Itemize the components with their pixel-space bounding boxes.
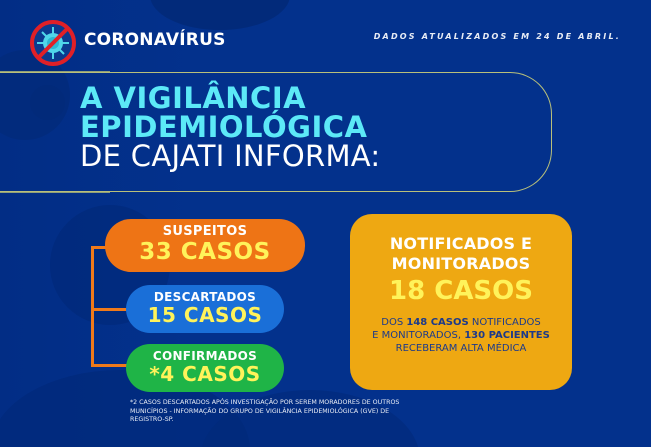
discarded-cases-card: [126, 285, 284, 333]
monitored-value: 18 CASOS: [389, 276, 533, 306]
title-line-1: A VIGILÂNCIA: [80, 81, 307, 115]
discarded-label: DESCARTADOS: [153, 290, 257, 304]
virus-silhouette: [150, 0, 290, 30]
title-line-3: DE CAJATI INFORMA:: [80, 139, 381, 173]
footnote: *2 CASOS DESCARTADOS APÓS INVESTIGAÇÃO POR SEREM MORADORES DE OUTROS MUNICÍPIOS - INFORMAÇÃO DO GRUPO DE VIGILÂNCIA EPIDEMIOLÓGICA (GVE) DE REGISTRO-SP.: [130, 399, 400, 423]
connector-branch: [91, 308, 127, 311]
confirmed-cases-card: [126, 344, 284, 392]
confirmed-label: CONFIRMADOS: [152, 349, 258, 363]
monitored-description: DOS 148 CASOS NOTIFICADOS E MONITORADOS, 130 PACIENTES RECEBERAM ALTA MÉDICA: [372, 317, 550, 354]
brand-title: CORONAVÍRUS: [84, 30, 226, 50]
update-date: DADOS ATUALIZADOS EM 24 DE ABRIL.: [373, 32, 621, 41]
monitored-heading-2: MONITORADOS: [391, 254, 531, 273]
discarded-value: 15 CASOS: [147, 303, 263, 327]
title-line-2: EPIDEMIOLÓGICA: [80, 110, 368, 144]
confirmed-value: *4 CASOS: [149, 362, 261, 386]
suspected-cases-card: [105, 219, 305, 272]
no-virus-icon: [30, 20, 76, 66]
page-title: [80, 81, 381, 173]
monitored-cases-card: [350, 214, 572, 390]
monitored-heading-1: NOTIFICADOS E: [389, 234, 533, 253]
connector-branch: [91, 364, 127, 367]
suspected-label: SUSPEITOS: [162, 224, 248, 239]
suspected-value: 33 CASOS: [139, 239, 271, 265]
